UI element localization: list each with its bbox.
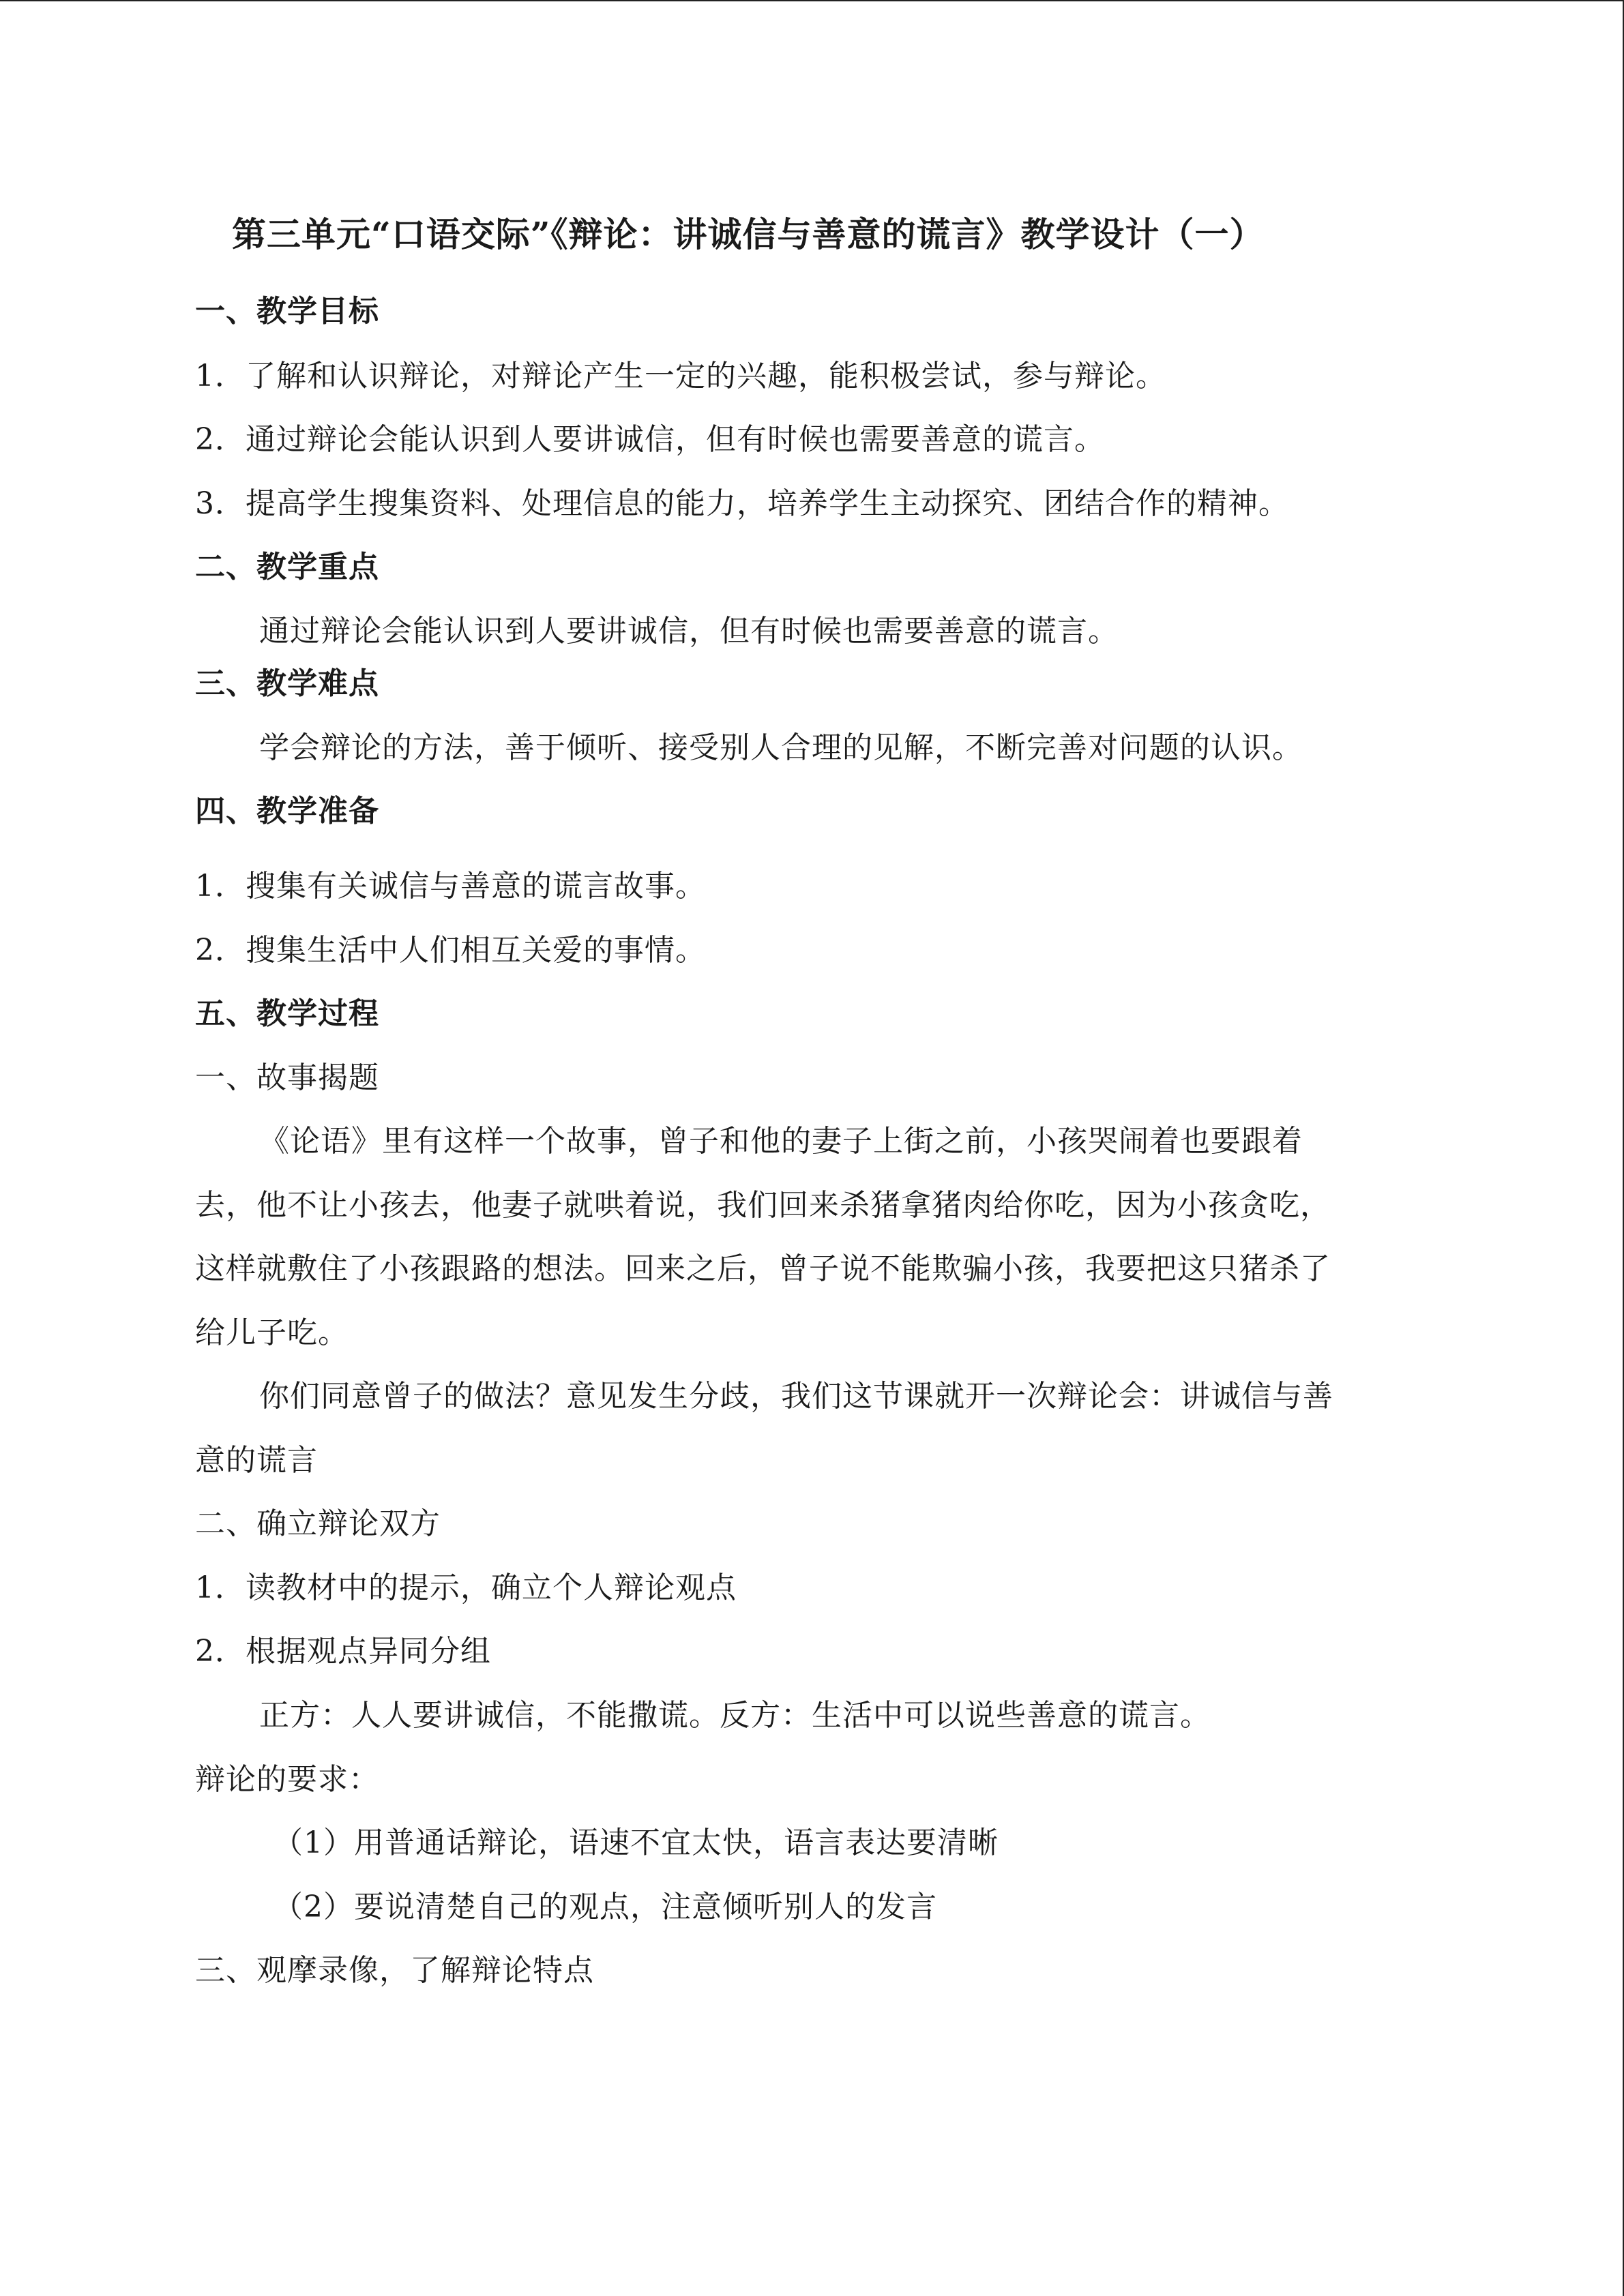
objective-item-1: 1．了解和认识辩论，对辩论产生一定的兴趣，能积极尝试，参与辩论。 [195, 359, 1166, 393]
process-step-2: 2．根据观点异同分组 [195, 1634, 491, 1669]
section-heading-preparation: 四、教学准备 [195, 794, 379, 829]
process-subheading-1: 一、故事揭题 [195, 1060, 379, 1095]
preparation-item-2: 2．搜集生活中人们相互关爱的事情。 [195, 933, 706, 968]
document-title: 第三单元“口语交际”《辩论：讲诚信与善意的谎言》教学设计（一） [232, 214, 1265, 254]
process-step-1: 1．读教材中的提示，确立个人辩论观点 [195, 1570, 737, 1605]
story-paragraph-line-3: 这样就敷住了小孩跟路的想法。回来之后，曾子说不能欺骗小孩，我要把这只猪杀了 [195, 1251, 1331, 1286]
section-heading-key-points: 二、教学重点 [195, 550, 379, 584]
difficulty-text: 学会辩论的方法，善于倾听、接受别人合理的见解，不断完善对问题的认识。 [259, 730, 1303, 765]
debate-sides-text: 正方：人人要讲诚信，不能撒谎。反方：生活中可以说些善意的谎言。 [259, 1698, 1211, 1733]
question-paragraph-line-2: 意的谎言 [195, 1443, 318, 1478]
objective-item-3: 3．提高学生搜集资料、处理信息的能力，培养学生主动探究、团结合作的精神。 [195, 486, 1289, 521]
section-heading-process: 五、教学过程 [195, 996, 379, 1031]
debate-requirement-2: （2）要说清楚自己的观点，注意倾听别人的发言 [273, 1890, 937, 1924]
key-point-text: 通过辩论会能认识到人要讲诚信，但有时候也需要善意的谎言。 [259, 614, 1119, 648]
process-subheading-2: 二、确立辩论双方 [195, 1506, 441, 1541]
objective-item-2: 2．通过辩论会能认识到人要讲诚信，但有时候也需要善意的谎言。 [195, 422, 1105, 457]
debate-requirement-1: （1）用普通话辩论，语速不宜太快，语言表达要清晰 [273, 1825, 999, 1860]
process-subheading-3: 三、观摩录像，了解辩论特点 [195, 1953, 594, 1988]
preparation-item-1: 1．搜集有关诚信与善意的谎言故事。 [195, 869, 706, 904]
section-heading-difficulties: 三、教学难点 [195, 666, 379, 701]
story-paragraph-line-4: 给儿子吃。 [195, 1315, 349, 1350]
question-paragraph-line-1: 你们同意曾子的做法？意见发生分歧，我们这节课就开一次辩论会：讲诚信与善 [259, 1379, 1333, 1414]
story-paragraph-line-2: 去，他不让小孩去，他妻子就哄着说，我们回来杀猪拿猪肉给你吃，因为小孩贪吃， [195, 1188, 1331, 1223]
story-paragraph-line-1: 《论语》里有这样一个故事，曾子和他的妻子上街之前，小孩哭闹着也要跟着 [259, 1124, 1303, 1159]
debate-requirements-label: 辩论的要求： [195, 1762, 379, 1797]
section-heading-objectives: 一、教学目标 [195, 294, 379, 329]
